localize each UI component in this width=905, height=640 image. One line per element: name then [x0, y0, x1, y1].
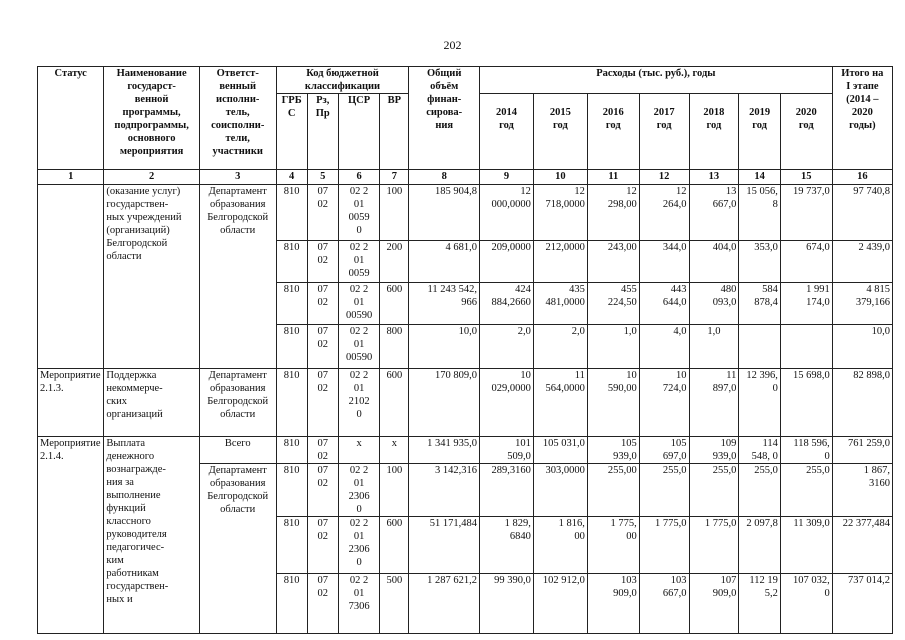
csr-cell: 02 2 01 0059: [338, 241, 380, 283]
header-row-1: [38, 67, 893, 94]
year-cell: 424 884,2660: [479, 283, 533, 325]
status-cell: [38, 185, 104, 369]
rzpr-cell: 07 02: [307, 283, 338, 325]
status-cell: Мероприятие 2.1.4.: [38, 437, 104, 634]
vr-cell: 200: [380, 241, 409, 283]
grbs-cell: 810: [276, 369, 307, 437]
vr-cell: 500: [380, 574, 409, 634]
year-cell: [739, 325, 781, 369]
year-cell: 243,00: [587, 241, 639, 283]
header-csr: ЦСР: [338, 94, 380, 170]
total-cell: 1 341 935,0: [409, 437, 480, 464]
responsible-cell: Департамент образования Белгородской области: [199, 185, 276, 369]
year-cell: 303,0000: [533, 464, 587, 517]
rzpr-cell: 07 02: [307, 464, 338, 517]
year-cell: 11 309,0: [780, 517, 832, 574]
year-cell: 102 912,0: [533, 574, 587, 634]
year-cell: 10 590,00: [587, 369, 639, 437]
csr-cell: 02 2 01 2306 0: [338, 517, 380, 574]
grbs-cell: 810: [276, 185, 307, 241]
year-cell: [780, 325, 832, 369]
header-status: Статус: [38, 67, 104, 170]
header-grbs: ГРБ С: [276, 94, 307, 170]
year-cell: 480 093,0: [689, 283, 739, 325]
year-cell: 2,0: [479, 325, 533, 369]
program-name-cell: Поддержка некоммерче- ских организаций: [104, 369, 199, 437]
stage-total-cell: 97 740,8: [832, 185, 892, 241]
year-cell: 584 878,4: [739, 283, 781, 325]
stage-total-cell: 761 259,0: [832, 437, 892, 464]
stage-total-cell: 10,0: [832, 325, 892, 369]
header-year-2020: 2020 год: [780, 94, 832, 170]
year-cell: 19 737,0: [780, 185, 832, 241]
year-cell: 105 697,0: [639, 437, 689, 464]
year-cell: 674,0: [780, 241, 832, 283]
table-row: [38, 369, 893, 437]
rzpr-cell: 07 02: [307, 325, 338, 369]
year-cell: 2 097,8: [739, 517, 781, 574]
year-cell: 1 991 174,0: [780, 283, 832, 325]
year-cell: 99 390,0: [479, 574, 533, 634]
year-cell: 15 698,0: [780, 369, 832, 437]
year-cell: 10 724,0: [639, 369, 689, 437]
year-cell: 105 939,0: [587, 437, 639, 464]
header-year-2014: 2014 год: [479, 94, 533, 170]
col-number: 13: [689, 170, 739, 185]
total-cell: 51 171,484: [409, 517, 480, 574]
year-cell: 12 298,00: [587, 185, 639, 241]
year-cell: 443 644,0: [639, 283, 689, 325]
stage-total-cell: 22 377,484: [832, 517, 892, 574]
year-cell: 12 000,0000: [479, 185, 533, 241]
budget-table: [37, 66, 893, 634]
col-number: 6: [338, 170, 380, 185]
vr-cell: 600: [380, 283, 409, 325]
table-row: [38, 437, 893, 464]
grbs-cell: 810: [276, 325, 307, 369]
year-cell: 255,0: [689, 464, 739, 517]
program-name-cell: (оказание услуг) государствен- ных учреждений (организаций) Белгородской области: [104, 185, 199, 369]
total-cell: 3 142,316: [409, 464, 480, 517]
year-cell: 118 596, 0: [780, 437, 832, 464]
col-number: 2: [104, 170, 199, 185]
table-row: [38, 185, 893, 241]
csr-cell: х: [338, 437, 380, 464]
stage-total-cell: 4 815 379,166: [832, 283, 892, 325]
col-number: 1: [38, 170, 104, 185]
year-cell: 107 032, 0: [780, 574, 832, 634]
year-cell: 1 775,0: [689, 517, 739, 574]
csr-cell: 02 2 01 7306: [338, 574, 380, 634]
header-total-volume: Общий объём финан- сирова- ния: [409, 67, 480, 170]
year-cell: 404,0: [689, 241, 739, 283]
program-name-cell: Выплата денежного вознагражде- ния за выполнение функций классного руководителя педагогичес- ким работникам государствен- ных и: [104, 437, 199, 634]
total-cell: 11 243 542, 966: [409, 283, 480, 325]
year-cell: 15 056, 8: [739, 185, 781, 241]
csr-cell: 02 2 01 2306 0: [338, 464, 380, 517]
stage-total-cell: 1 867, 3160: [832, 464, 892, 517]
year-cell: 1 775,0: [639, 517, 689, 574]
year-cell: 103 909,0: [587, 574, 639, 634]
rzpr-cell: 07 02: [307, 241, 338, 283]
header-year-2017: 2017 год: [639, 94, 689, 170]
rzpr-cell: 07 02: [307, 185, 338, 241]
year-cell: 114 548, 0: [739, 437, 781, 464]
header-expenses: Расходы (тыс. руб.), годы: [479, 67, 832, 94]
csr-cell: 02 2 01 0059 0: [338, 185, 380, 241]
vr-cell: 800: [380, 325, 409, 369]
grbs-cell: 810: [276, 283, 307, 325]
header-vr: ВР: [380, 94, 409, 170]
col-number: 16: [832, 170, 892, 185]
col-number: 4: [276, 170, 307, 185]
year-cell: 101 509,0: [479, 437, 533, 464]
responsible-cell: Департамент образования Белгородской области: [199, 464, 276, 634]
responsible-total-cell: Всего: [199, 437, 276, 464]
rzpr-cell: 07 02: [307, 369, 338, 437]
rzpr-cell: 07 02: [307, 437, 338, 464]
col-number: 3: [199, 170, 276, 185]
col-number: 8: [409, 170, 480, 185]
year-cell: 255,0: [739, 464, 781, 517]
header-year-2018: 2018 год: [689, 94, 739, 170]
vr-cell: 600: [380, 369, 409, 437]
header-stage-total: Итого на I этапе (2014 – 2020 годы): [832, 67, 892, 170]
grbs-cell: 810: [276, 241, 307, 283]
year-cell: 12 396, 0: [739, 369, 781, 437]
year-cell: 1,0: [689, 325, 739, 369]
column-numbers-row: [38, 170, 893, 185]
header-rzpr: Рз, Пр: [307, 94, 338, 170]
vr-cell: 100: [380, 464, 409, 517]
grbs-cell: 810: [276, 464, 307, 517]
year-cell: 12 264,0: [639, 185, 689, 241]
col-number: 7: [380, 170, 409, 185]
year-cell: 103 667,0: [639, 574, 689, 634]
year-cell: 107 909,0: [689, 574, 739, 634]
col-number: 9: [479, 170, 533, 185]
year-cell: 109 939,0: [689, 437, 739, 464]
total-cell: 10,0: [409, 325, 480, 369]
year-cell: 435 481,0000: [533, 283, 587, 325]
csr-cell: 02 2 01 2102 0: [338, 369, 380, 437]
year-cell: 353,0: [739, 241, 781, 283]
year-cell: 255,0: [780, 464, 832, 517]
grbs-cell: 810: [276, 574, 307, 634]
col-number: 5: [307, 170, 338, 185]
year-cell: 10 029,0000: [479, 369, 533, 437]
responsible-cell: Департамент образования Белгородской области: [199, 369, 276, 437]
header-year-2015: 2015 год: [533, 94, 587, 170]
page-number: 202: [443, 38, 462, 52]
vr-cell: 100: [380, 185, 409, 241]
year-cell: 13 667,0: [689, 185, 739, 241]
rzpr-cell: 07 02: [307, 574, 338, 634]
csr-cell: 02 2 01 00590: [338, 325, 380, 369]
total-cell: 4 681,0: [409, 241, 480, 283]
year-cell: 212,0000: [533, 241, 587, 283]
year-cell: 1,0: [587, 325, 639, 369]
total-cell: 170 809,0: [409, 369, 480, 437]
year-cell: 1 816, 00: [533, 517, 587, 574]
status-cell: Мероприятие 2.1.3.: [38, 369, 104, 437]
year-cell: 1 829, 6840: [479, 517, 533, 574]
year-cell: 455 224,50: [587, 283, 639, 325]
year-cell: 11 897,0: [689, 369, 739, 437]
header-year-2019: 2019 год: [739, 94, 781, 170]
csr-cell: 02 2 01 00590: [338, 283, 380, 325]
header-responsible: Ответст- венный исполни- тель, соисполни- тели, участники: [199, 67, 276, 170]
rzpr-cell: 07 02: [307, 517, 338, 574]
grbs-cell: 810: [276, 517, 307, 574]
header-budget-code: Код бюджетной классификации: [276, 67, 409, 94]
stage-total-cell: 2 439,0: [832, 241, 892, 283]
col-number: 10: [533, 170, 587, 185]
year-cell: 4,0: [639, 325, 689, 369]
year-cell: 105 031,0: [533, 437, 587, 464]
col-number: 15: [780, 170, 832, 185]
year-cell: 2,0: [533, 325, 587, 369]
grbs-cell: 810: [276, 437, 307, 464]
year-cell: 255,00: [587, 464, 639, 517]
header-year-2016: 2016 год: [587, 94, 639, 170]
stage-total-cell: 82 898,0: [832, 369, 892, 437]
year-cell: 1 775, 00: [587, 517, 639, 574]
year-cell: 344,0: [639, 241, 689, 283]
year-cell: 12 718,0000: [533, 185, 587, 241]
year-cell: 209,0000: [479, 241, 533, 283]
vr-cell: 600: [380, 517, 409, 574]
col-number: 11: [587, 170, 639, 185]
header-name: Наименование государст- венной программы, подпрограммы, основного мероприятия: [104, 67, 199, 170]
col-number: 14: [739, 170, 781, 185]
total-cell: 185 904,8: [409, 185, 480, 241]
col-number: 12: [639, 170, 689, 185]
year-cell: 11 564,0000: [533, 369, 587, 437]
year-cell: 255,0: [639, 464, 689, 517]
year-cell: 289,3160: [479, 464, 533, 517]
year-cell: 112 19 5,2: [739, 574, 781, 634]
vr-cell: х: [380, 437, 409, 464]
total-cell: 1 287 621,2: [409, 574, 480, 634]
stage-total-cell: 737 014,2: [832, 574, 892, 634]
